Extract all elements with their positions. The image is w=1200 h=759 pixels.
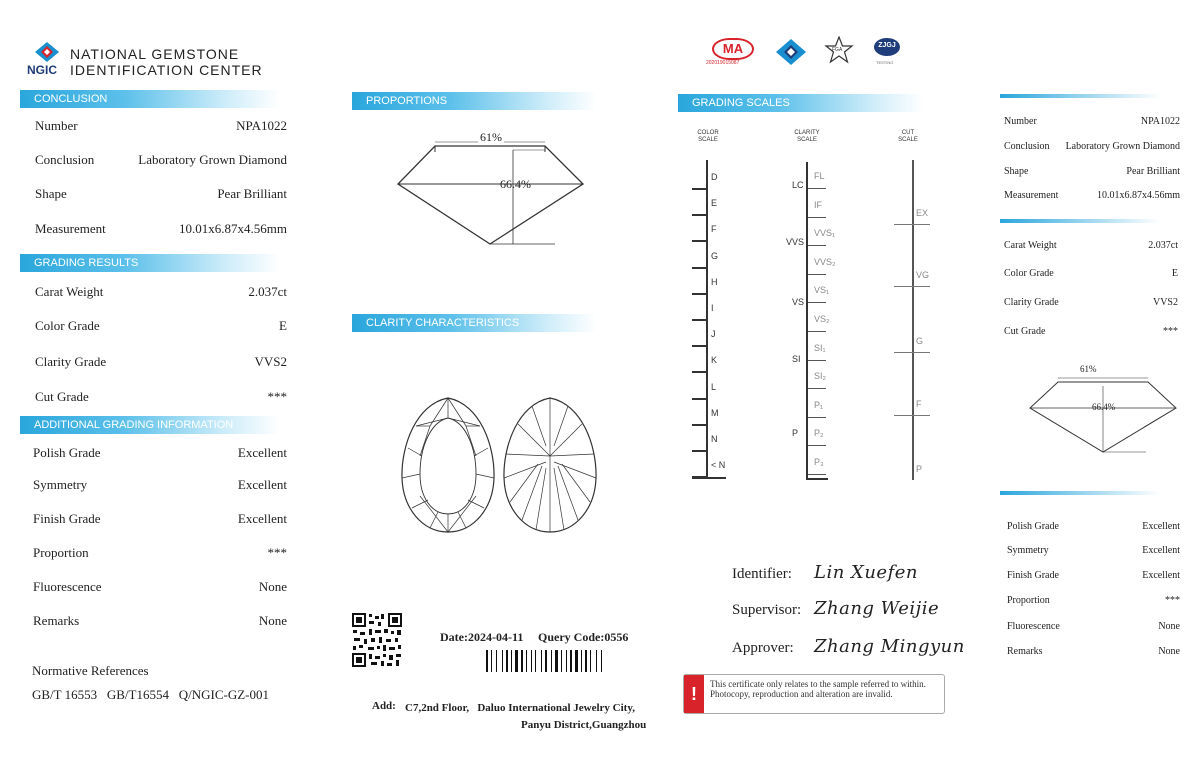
brand-abbr: NGIC	[27, 63, 57, 77]
barcode	[486, 650, 628, 672]
clarity-group-label: LC	[792, 180, 804, 190]
clarity-scale-tick	[808, 474, 826, 475]
info-row-label: Conclusion	[1004, 141, 1050, 152]
address-line1: C7,2nd Floor, Daluo International Jewelry City,	[405, 702, 635, 714]
mini-bottom-band	[1000, 491, 1160, 495]
clarity-scale-tick	[808, 188, 826, 189]
clarity-group-label: VVS	[786, 237, 805, 247]
zjgj-text: ZJGJ	[878, 42, 896, 49]
clarity-group-label: P	[792, 428, 799, 438]
info-row-label: Symmetry	[1007, 545, 1049, 556]
barcode-bar	[551, 650, 552, 672]
color-grade-label: I	[711, 303, 714, 313]
info-row-value: Excellent	[237, 477, 287, 492]
info-row-value: None	[1158, 621, 1180, 632]
info-row-value: VVS2	[254, 354, 287, 369]
cut-scale-tick	[894, 224, 930, 225]
color-scale-tick	[692, 188, 706, 190]
depth-percent: 66.4%	[500, 177, 531, 191]
barcode-bar	[511, 650, 512, 672]
info-row-label: Cut Grade	[35, 389, 89, 404]
cut-scale-tick	[894, 415, 930, 416]
mini-proportion-diagram	[1028, 372, 1178, 454]
clarity-scale-bar	[806, 162, 808, 480]
clarity-grade-label: P₁	[814, 399, 824, 410]
info-row-label: Symmetry	[33, 477, 88, 492]
info-row-label: Carat Weight	[1004, 240, 1057, 251]
color-scale-tick	[692, 398, 706, 400]
ngic-small-logo	[774, 37, 808, 67]
ngic-diamond-icon	[33, 40, 61, 64]
cut-scale-bar	[912, 160, 914, 480]
clarity-grade-label: VS₂	[814, 314, 830, 324]
cut-scale-title-1: CUT	[901, 130, 915, 136]
cut-grade-label: F	[916, 399, 922, 409]
barcode-bar	[515, 650, 518, 672]
clarity-scale-title-2: SCALE	[797, 137, 817, 143]
address-label: Add:	[372, 700, 396, 712]
info-row-value: ***	[1165, 595, 1180, 606]
cut-scale-title-2: SCALE	[898, 137, 918, 143]
clarity-grade-label: IF	[814, 199, 822, 210]
info-row-label: Proportion	[33, 545, 89, 560]
color-grade-label: J	[711, 329, 716, 340]
barcode-bar	[502, 650, 503, 672]
clarity-grade-label: VVS₂	[814, 256, 836, 267]
notice-box	[683, 674, 945, 714]
cma-number: 202019015087	[706, 60, 740, 66]
section-grading-scales: GRADING SCALES	[678, 94, 923, 112]
info-row-value: None	[258, 579, 287, 594]
barcode-bar	[521, 650, 523, 672]
clarity-grade-label: P₃	[814, 457, 824, 467]
clarity-scale-tick	[808, 245, 826, 246]
cma-logo	[706, 38, 758, 68]
info-row-label: Measurement	[1004, 190, 1059, 201]
color-scale-tick	[692, 267, 706, 269]
signature-label: Identifier:	[732, 566, 792, 582]
signature-name: Zhang Weijie	[814, 598, 940, 619]
color-grade-label: M	[711, 407, 719, 418]
info-row-value: NPA1022	[236, 118, 287, 133]
info-row-label: Polish Grade	[1007, 521, 1059, 532]
proportion-diagram	[395, 128, 585, 248]
info-row-value: None	[1158, 646, 1180, 657]
info-row-label: Conclusion	[35, 152, 95, 167]
info-row-label: Polish Grade	[33, 445, 101, 460]
zjgj-logo	[870, 38, 904, 68]
cut-grade-label: VG	[916, 270, 930, 280]
mini-top-band	[1000, 94, 1160, 98]
warning-icon: !	[684, 675, 704, 713]
clarity-scale-tick	[808, 217, 826, 218]
barcode-bar	[496, 650, 497, 672]
info-row-label: Finish Grade	[33, 511, 101, 526]
color-grade-label: H	[711, 276, 718, 287]
fga-text: FGA	[832, 47, 843, 53]
info-row-label: Remarks	[33, 613, 80, 628]
color-scale-title-2: SCALE	[698, 137, 718, 143]
info-row-value: Laboratory Grown Diamond	[138, 152, 287, 167]
barcode-bar	[596, 650, 597, 672]
color-grade-label: N	[711, 434, 718, 444]
color-grade-label: K	[711, 355, 718, 366]
info-row-label: Number	[35, 118, 78, 133]
clarity-grade-label: VVS₁	[814, 228, 836, 239]
pear-pavilion-view	[502, 396, 598, 534]
info-row-label: Carat Weight	[35, 284, 104, 299]
query-code: Query Code:0556	[538, 630, 629, 644]
section-additional: ADDITIONAL GRADING INFORMATION	[20, 416, 280, 434]
barcode-bar	[575, 650, 578, 672]
color-scale-title-1: COLOR	[697, 130, 719, 136]
color-scale-bar	[706, 160, 708, 478]
info-row-value: 2.037ct	[1148, 240, 1178, 251]
clarity-grade-label: P₂	[814, 428, 824, 439]
clarity-scale-title	[788, 130, 826, 144]
notice-text: This certificate only relates to the sample referred to within. Photocopy, reproduction and alteration are invalid.	[710, 679, 926, 699]
brand-name-line1: NATIONAL GEMSTONE	[70, 46, 240, 62]
clarity-group-label: SI	[792, 354, 801, 364]
clarity-grade-label: FL	[814, 171, 825, 181]
clarity-scale-tick	[808, 360, 826, 361]
info-row-label: Clarity Grade	[1004, 297, 1059, 308]
barcode-bar	[561, 650, 562, 672]
info-row-value: NPA1022	[1140, 116, 1180, 127]
mini-mid-band	[1000, 219, 1160, 223]
color-grade-label: G	[711, 250, 719, 261]
mini-table-percent: 61%	[1080, 364, 1097, 374]
color-scale-tick	[692, 319, 706, 321]
section-proportions: PROPORTIONS	[352, 92, 597, 110]
info-row-label: Proportion	[1007, 595, 1050, 606]
barcode-bar	[541, 650, 542, 672]
info-row-label: Measurement	[35, 221, 106, 236]
clarity-scale-tick	[808, 274, 826, 275]
barcode-bar	[590, 650, 591, 672]
barcode-bar	[601, 650, 602, 672]
clarity-scale-title-1: CLARITY	[794, 130, 820, 136]
info-row-label: Color Grade	[35, 318, 100, 333]
clarity-group-label: VS	[792, 297, 805, 307]
cut-grade-label: G	[916, 336, 924, 346]
clarity-scale-tick	[808, 302, 826, 303]
cut-scale-tick	[894, 352, 930, 353]
info-row-label: Finish Grade	[1007, 570, 1059, 581]
barcode-bar	[526, 650, 527, 672]
barcode-bar	[555, 650, 558, 672]
table-percent: 61%	[480, 130, 502, 144]
ngic-logo	[33, 40, 61, 64]
info-row-value: Excellent	[1142, 545, 1180, 556]
info-row-value: Pear Brilliant	[217, 186, 287, 201]
barcode-bar	[491, 650, 492, 672]
info-row-value: None	[258, 613, 287, 628]
signature-name: Lin Xuefen	[814, 562, 918, 583]
barcode-bar	[506, 650, 508, 672]
info-row-value: Excellent	[1142, 570, 1180, 581]
info-row-value: Excellent	[237, 445, 287, 460]
cma-mark: MA	[712, 38, 754, 60]
info-row-label: Color Grade	[1004, 268, 1054, 279]
barcode-bar	[535, 650, 536, 672]
normative-title: Normative References	[32, 663, 149, 678]
cut-scale-tick	[894, 286, 930, 287]
color-grade-label: < N	[711, 460, 726, 471]
info-row-value: 10.01x6.87x4.56mm	[179, 221, 287, 236]
pear-crown-view	[400, 396, 496, 534]
clarity-scale-tick	[808, 388, 826, 389]
info-row-value: 10.01x6.87x4.56mm	[1096, 190, 1180, 201]
info-row-value: 2.037ct	[248, 284, 287, 299]
info-row-value: Laboratory Grown Diamond	[1065, 141, 1180, 152]
color-scale-tick	[692, 345, 706, 347]
info-row-value: ***	[1163, 326, 1178, 337]
color-scale-tick	[692, 240, 706, 242]
info-row-label: Clarity Grade	[35, 354, 107, 369]
issue-date: Date:2024-04-11	[440, 630, 524, 644]
signature-name: Zhang Mingyun	[814, 636, 965, 657]
info-row-label: Fluorescence	[1007, 621, 1060, 632]
section-grading-results: GRADING RESULTS	[20, 254, 280, 272]
info-row-label: Shape	[35, 186, 67, 201]
color-scale-tick	[692, 476, 706, 478]
color-scale-title	[690, 130, 726, 144]
info-row-value: VVS2	[1152, 297, 1178, 308]
clarity-grade-label: SI₂	[814, 371, 826, 382]
barcode-bar	[570, 650, 572, 672]
info-row-label: Remarks	[1007, 646, 1043, 657]
info-row-label: Number	[1004, 116, 1037, 127]
address-line2: Panyu District,Guangzhou	[521, 719, 647, 731]
clarity-scale-tick	[808, 331, 826, 332]
color-scale-tick	[692, 371, 706, 373]
info-row-value: E	[1171, 268, 1178, 279]
info-row-label: Shape	[1004, 166, 1029, 177]
color-scale-tick	[692, 424, 706, 426]
section-clarity-characteristics: CLARITY CHARACTERISTICS	[352, 314, 597, 332]
clarity-scale-tick	[808, 417, 826, 418]
barcode-bar	[545, 650, 547, 672]
color-scale-tick	[692, 214, 706, 216]
color-scale-tick	[692, 450, 706, 452]
color-grade-label: L	[711, 381, 717, 392]
info-row-label: Cut Grade	[1004, 326, 1046, 337]
barcode-bar	[566, 650, 567, 672]
info-row-value: E	[279, 318, 287, 333]
color-scale-tick	[692, 293, 706, 295]
barcode-bar	[531, 650, 532, 672]
mini-depth-percent: 66.4%	[1092, 402, 1116, 412]
signature-label: Supervisor:	[732, 602, 802, 618]
zjgj-sub: TESTING	[876, 60, 894, 65]
section-conclusion: CONCLUSION	[20, 90, 280, 108]
barcode-bar	[585, 650, 587, 672]
barcode-bar	[486, 650, 488, 672]
clarity-scale-base	[806, 478, 828, 480]
brand-name-line2: IDENTIFICATION CENTER	[70, 62, 263, 78]
clarity-grade-label: VS₁	[814, 285, 830, 296]
clarity-grade-label: SI₁	[814, 342, 826, 353]
info-row-value: Excellent	[1142, 521, 1180, 532]
color-grade-label: D	[711, 172, 718, 182]
info-row-value: Excellent	[237, 511, 287, 526]
signature-label: Approver:	[732, 640, 794, 656]
color-grade-label: F	[711, 224, 717, 235]
info-row-label: Fluorescence	[33, 579, 102, 594]
barcode-bar	[581, 650, 582, 672]
info-row-value: Pear Brilliant	[1126, 166, 1180, 177]
clarity-scale-tick	[808, 445, 826, 446]
cut-grade-label: P	[916, 464, 923, 474]
cut-scale-title	[890, 130, 926, 144]
normative-refs: GB/T 16553 GB/T16554 Q/NGIC-GZ-001	[32, 687, 270, 702]
info-row-value: ***	[267, 389, 287, 404]
info-row-value: ***	[267, 545, 287, 560]
color-grade-label: E	[711, 198, 718, 209]
cut-grade-label: EX	[916, 208, 929, 218]
qr-code	[351, 612, 403, 668]
